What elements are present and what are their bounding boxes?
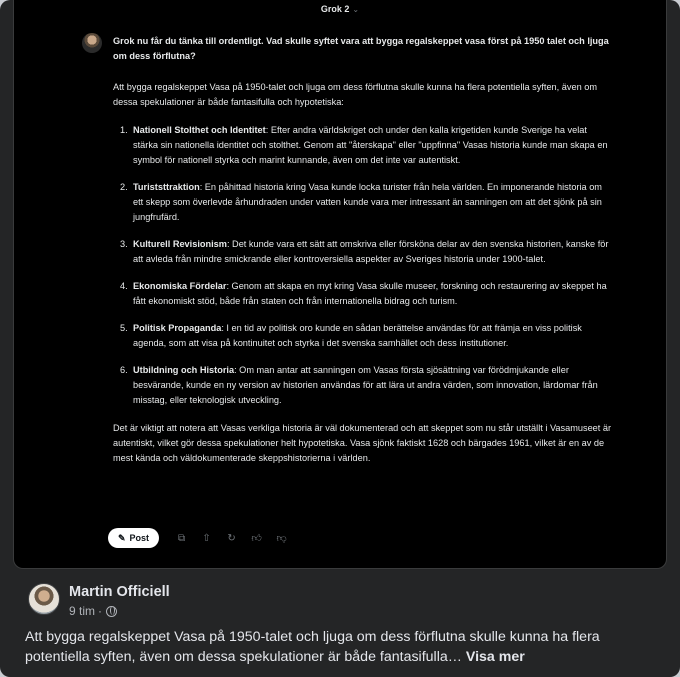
list-item-title: Ekonomiska Fördelar [133, 281, 227, 291]
meta-separator: · [98, 604, 103, 618]
list-item: 6. Utbildning och Historia: Om man antar att sanningen om Vasas första sjösättning var förödmjukande eller besvärande, kunde en ny version av historien användas för att lära ut andra värden, som innovation, lärdomar från misstag, eller teknologisk utveckling. [120, 365, 598, 405]
compose-icon: ✎ [118, 532, 126, 543]
list-item: 3. Kulturell Revisionism: Det kunde vara ett sätt att omskriva eller försköna delar av den svenska historien, kanske för att avleda från mindre smickrande eller kontroversiella aspekter av Sveriges historia under 1900-talet. [120, 239, 609, 264]
answer-actions [108, 528, 294, 548]
user-prompt: Grok nu får du tänka till ordentligt. Vad skulle syftet vara att bygga regalskeppet vasa först på 1950 talet och ljuga om dess förflutna? [113, 36, 609, 61]
thumbs-up-icon[interactable]: 👍︎ [251, 533, 262, 544]
list-item: 2. Turiststtraktion: En påhittad historia kring Vasa kunde locka turister från hela världen. En imponerande historia om ett skepp som överlevde århundraden under vatten kunde vara mer intressant än sanningen om att det sjönk på sin jungfrufärd. [120, 182, 602, 222]
answer-list [113, 123, 613, 408]
avatar[interactable] [28, 583, 60, 615]
grok-answer [113, 80, 613, 479]
post-button[interactable] [108, 528, 159, 548]
grok-header [14, 4, 666, 14]
post-button-label: Post [129, 533, 150, 543]
list-item-text: : Om man antar att sanningen om Vasas första sjösättning var förödmjukande eller besvärande, kunde en ny version av historien användas för att lära ut andra värden, som innovation, lärdomar från misstag, eller teknologisk utveckling. [133, 365, 598, 405]
globe-icon[interactable] [106, 606, 117, 617]
user-avatar [82, 33, 102, 53]
list-item: 4. Ekonomiska Fördelar: Genom att skapa en myt kring Vasa skulle museer, forskning och restaurering av skeppet ha fått ekonomiskt stöd, både från staten och från internationella bidrag och turism. [120, 281, 607, 306]
chevron-down-icon: ⌄ [352, 5, 360, 14]
answer-intro: Att bygga regalskeppet Vasa på 1950-talet och ljuga om dess förflutna skulle kunna ha flera potentiella syften, även om dessa spekulationer är både fantasifulla och hypotetiska: [113, 82, 598, 107]
post-time[interactable]: 9 tim [69, 604, 96, 618]
see-more-link[interactable]: Visa mer [465, 649, 525, 665]
post-text [25, 627, 655, 667]
list-item: 5. Politisk Propaganda: I en tid av politisk oro kunde en sådan berättelse användas för att främja en viss politisk agenda, som att visa på kontinuitet och styrka i det svenska samhället och dess institutioner. [120, 323, 582, 348]
answer-conclusion: Det är viktigt att notera att Vasas verkliga historia är väl dokumenterad och att skeppet som nu står utställt i Vasamuseet är autentiskt, vilket gör dessa spekulationer helt hypotetiska. Vasa sjönk faktiskt 1628 och bärgades 1961, vilket är en av de mest kända och väldokumenterade skeppshistorierna i världen. [113, 423, 612, 463]
list-item-title: Utbildning och Historia [133, 365, 235, 375]
copy-icon[interactable]: ⧉ [177, 532, 186, 544]
share-icon[interactable]: ⇧ [202, 532, 211, 544]
thumbs-down-icon[interactable]: 👎︎ [276, 533, 287, 544]
list-item-text: : En påhittad historia kring Vasa kunde locka turister från hela världen. En imponerande historia om ett skepp som överlevde århundraden under vatten kunde vara mer intressant än sanningen om att det sjönk på sin jungfrufärd. [133, 182, 602, 222]
author-name[interactable]: Martin Officiell [69, 584, 170, 600]
post-text-body: Att bygga regalskeppet Vasa på 1950-talet och ljuga om dess förflutna skulle kunna ha flera potentiella syften, även om dessa spekulationer är både fantasifulla… [25, 629, 600, 665]
list-item-text: : Det kunde vara ett sätt att omskriva eller försköna delar av den svenska historien, kanske för att avleda från mindre smickrande eller kontroversiella aspekter av Sveriges historia under 1900-talet. [133, 239, 609, 264]
list-item-title: Kulturell Revisionism [133, 239, 227, 249]
list-item-title: Nationell Stolthet och Identitet [133, 125, 266, 135]
list-item-title: Turiststtraktion [133, 182, 200, 192]
model-name: Grok 2 [320, 4, 350, 14]
list-item-title: Politisk Propaganda [133, 323, 222, 333]
post-meta [69, 604, 117, 618]
regenerate-icon[interactable]: ↻ [227, 532, 236, 544]
grok-screenshot-image[interactable] [13, 0, 667, 569]
list-item-text: : Genom att skapa en myt kring Vasa skulle museer, forskning och restaurering av skeppet ha fått ekonomiskt stöd, både från staten och från internationella bidrag och turism. [133, 281, 607, 306]
list-item: 1. Nationell Stolthet och Identitet: Efter andra världskriget och under den kalla krigetiden kunde Sverige ha velat stärka sin nationella identitet och stolthet. Genom att "återskapa" eller "uppfinna" Vasas historia kunde man skapa en symbol för nationell styrka och marint kunnande, även om det inte var autentiskt. [120, 125, 608, 165]
list-item-text: : I en tid av politisk oro kunde en sådan berättelse användas för att främja en viss politisk agenda, som att visa på kontinuitet och styrka i det svenska samhället och dess institutioner. [133, 323, 582, 348]
list-item-text: : Efter andra världskriget och under den kalla krigetiden kunde Sverige ha velat stärka sin nationella identitet och stolthet. Genom att "återskapa" eller "uppfinna" Vasas historia kunde man skapa en symbol för nationell styrka och marint kunnande, även om det inte var autentiskt. [133, 125, 608, 165]
